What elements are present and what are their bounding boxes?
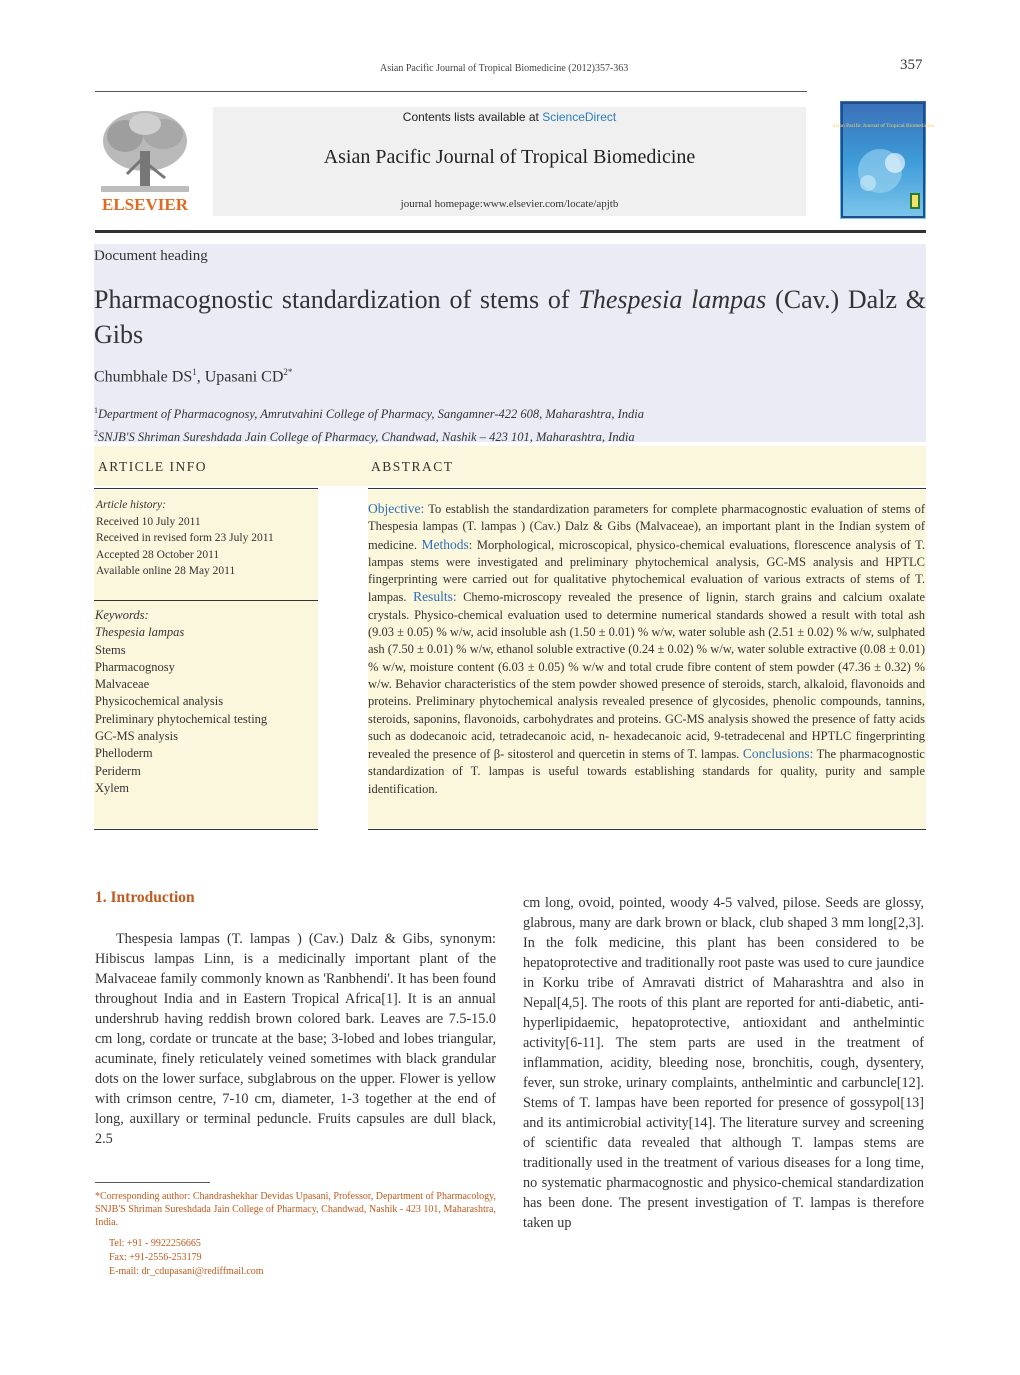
- contact-details: [109, 1237, 264, 1279]
- journal-title: Asian Pacific Journal of Tropical Biomedicine: [323, 146, 696, 168]
- abstract-bottom-divider: [368, 829, 926, 830]
- footnote-divider: [95, 1182, 210, 1183]
- keyword-item: Periderm: [95, 763, 141, 778]
- results-text: Chemo-microscopy revealed the presence of lignin, starch grains and calcium oxalate crystals. Physico-chemical evaluation used to determine numerical standards showed a result with total ash (9.03 ± 0.05) % w/w, acid insoluble ash (1.50 ± 0.01) % w/w, water soluble ash (2.51 ± 0.02) % w/w, sulphated ash (7.50 ± 0.01) % w/w, ethanol soluble extractive (0.24 ± 0.02) % w/w, water soluble extractive (0.08 ± 0.01) % w/w, moisture content (6.03 ± 0.05) % w/w and total crude fibre content of stem powder (47.36 ± 0.32) % w/w. Behavior characteristics of the stem powder showed presence of steroids, starch, alkaloid, flavonoids and proteins. Preliminary phytochemical analysis revealed presence of glycosides, phenolic compounds, tannins, steroids, saponins, flavonoids, carbohydrates and proteins. GC-MS analysis showed the presence of fatty acids such as dodecanoic acid, tetradecanoic acid, n- hexadecanoic acid, 9-tetradecenal and HPTLC fingerprinting revealed the presence of β- sitosterol and quercetin in stems of T. lampas.: [368, 590, 925, 762]
- keyword-item: Malvaceae: [95, 677, 150, 692]
- journal-homepage[interactable]: journal homepage:www.elsevier.com/locate/apjtb: [400, 198, 619, 210]
- section-label-band: [94, 446, 926, 486]
- cover-title: Asian Pacific Journal of Tropical Biomedicine: [831, 123, 935, 129]
- corresponding-author-note: *Corresponding author: Chandrashekhar Devidas Upasani, Professor, Department of Pharmacology, SNJB'S Shriman Sureshdada Jain College of Pharmacy, Chandwad, Nashik - 423 101, Maharashtra, India.: [95, 1191, 496, 1228]
- article-title: [94, 282, 926, 352]
- conclusions-label: Conclusions:: [742, 746, 814, 762]
- title-suffix: (Cav.) Dalz & Gibs: [94, 285, 926, 349]
- keyword-item: Preliminary phytochemical testing: [95, 711, 268, 726]
- conclusions-text: The pharmacognostic standardization of T. lampas is useful towards establishing standards for quality, purity and sample identification.: [368, 747, 925, 796]
- revised-date: Received in revised form 23 July 2011: [96, 532, 274, 544]
- keywords-divider: [94, 829, 318, 830]
- affiliation-2: [94, 424, 644, 447]
- objective-label: Objective:: [368, 501, 425, 516]
- affiliation-2-text: SNJB'S Shriman Sureshdada Jain College of Pharmacy, Chandwad, Nashik – 423 101, Maharashtra, India: [98, 430, 635, 445]
- contents-line: [213, 110, 806, 124]
- author-1-affil: 1: [192, 367, 197, 377]
- journal-banner: [213, 107, 806, 216]
- telephone: Tel: +91 - 9922256665: [109, 1238, 201, 1249]
- header-thick-rule: [95, 230, 926, 233]
- keywords-label: Keywords:: [95, 608, 149, 622]
- author-2[interactable]: , Upasani CD: [196, 368, 284, 386]
- journal-cover[interactable]: [831, 101, 935, 219]
- contents-prefix: Contents lists available at: [402, 110, 543, 124]
- email-link[interactable]: E-mail: dr_cdupasani@rediffmail.com: [109, 1266, 264, 1277]
- authors: [94, 367, 292, 386]
- keyword-item: GC-MS analysis: [95, 729, 178, 744]
- accepted-date: Accepted 28 October 2011: [96, 548, 220, 561]
- elsevier-wordmark: ELSEVIER: [102, 195, 188, 214]
- intro-heading: 1. Introduction: [95, 889, 195, 906]
- header-divider: [95, 91, 807, 92]
- title-species: Thespesia lampas: [578, 285, 767, 314]
- journal-cover-image: [831, 101, 935, 219]
- title-prefix: Pharmacognostic standardization of stems of: [94, 285, 579, 314]
- methods-label: Methods: [421, 536, 469, 552]
- results-label: Results:: [413, 589, 457, 605]
- affiliation-1-marker: 1: [94, 406, 98, 415]
- author-1[interactable]: Chumbhale DS: [94, 368, 193, 386]
- history-label: Article history:: [96, 499, 166, 511]
- affiliation-1: [94, 401, 644, 424]
- keyword-item: Xylem: [95, 780, 130, 795]
- info-divider: [94, 488, 318, 489]
- keywords: [95, 607, 267, 797]
- keyword-item: Phelloderm: [95, 746, 153, 761]
- keyword-item: Pharmacognosy: [95, 659, 175, 674]
- intro-column-1: Thespesia lampas (T. lampas ) (Cav.) Dalz & Gibs, synonym: Hibiscus lampas Linn, is a medicinally important plant of the Malvaceae family commonly known as 'Ranbhendi'. It has been found throughout India and in Eastern Tropical Africa[1]. It is an annual undershrub having reddish brown colored bark. Leaves are 7.5-15.0 cm long, cordate or truncate at the base; 3-lobed and lobes triangular, acuminate, finely reticulately veined sometimes with black grandular dots on the lower surface, subglabrous on the upper. Flower is yellow with crimson centre, 7-10 cm, diameter, 1-3 together at the end of long, auxillary or terminal peduncle. Fruits capsules are dull black, 2.5: [95, 931, 496, 1147]
- page-number: 357: [900, 57, 923, 73]
- article-info-label: ARTICLE INFO: [98, 459, 208, 474]
- affiliation-2-marker: 2: [94, 429, 98, 439]
- keyword-item: Thespesia lampas: [95, 625, 185, 640]
- abstract-text: [368, 500, 925, 798]
- document-heading: Document heading: [94, 248, 208, 264]
- elsevier-tree-icon: [95, 106, 195, 216]
- objective-text: To establish the standardization parameters for complete pharmacognostic evaluation of stems of Thespesia lampas (T. lampas ) (Cav.) Dalz & Gibs (Malvaceae), an important plant in the Indian system of medicine.: [368, 502, 925, 552]
- received-date: Received 10 July 2011: [96, 515, 201, 528]
- online-date: Available online 28 May 2011: [96, 565, 236, 577]
- affiliation-1-text: Department of Pharmacognosy, Amrutvahini College of Pharmacy, Sangamner-422 608, Maharashtra, India: [98, 407, 645, 422]
- article-history: [96, 497, 274, 580]
- keyword-item: Physicochemical analysis: [95, 694, 224, 709]
- keyword-item: Stems: [95, 642, 126, 657]
- intro-column-2: cm long, ovoid, pointed, woody 4-5 valved, pilose. Seeds are glossy, glabrous, many are dark brown or black, club shaped 3 mm long[2,3]. In the folk medicine, this plant has been considered to be hepatoprotective and traditionally root paste was used to cure jaundice in Korku tribe of Amravati district of Maharashtra and also in Nepal[4,5]. The roots of this plant are reported for anti-diabetic, anti-hyperlipidaemic, hepatoprotective, antioxidant and anthelmintic activity[6-11]. The stem parts are used in the treatment of inflammation, acidity, bleeding nose, bronchitis, cough, dysentery, fever, sun stroke, urinary complaints, anthelmintic and carbuncle[12]. Stems of T. lampas have been reported for presence of gossypol[13] and its antimicrobial activity[14]. The literature survey and screening of scientific data revealed that although T. lampas stems are traditionally used in the treatment of various diseases for a long time, no systematic pharmacognostic and physico-chemical standardization has been done. The present investigation of T. lampas is therefore taken up: [523, 895, 924, 1231]
- running-head: Asian Pacific Journal of Tropical Biomedicine (2012)357-363: [380, 63, 629, 74]
- abstract-divider: [368, 488, 926, 489]
- sciencedirect-link[interactable]: ScienceDirect: [542, 110, 617, 124]
- fax: Fax: +91-2556-253179: [109, 1252, 202, 1263]
- methods-text: : Morphological, microscopical, physico-chemical evaluations, florescence analysis of T. lampas stems were investigated and preliminary phytochemical analysis, GC-MS analysis and HPTLC fingerprinting were carried out for qualitative phytochemical evaluation of various extracts of stems of T. lampas.: [368, 537, 925, 605]
- publisher-logo[interactable]: [95, 106, 195, 216]
- author-2-affil: 2*: [283, 367, 293, 377]
- affiliations: [94, 401, 644, 447]
- abstract-label: ABSTRACT: [371, 459, 454, 474]
